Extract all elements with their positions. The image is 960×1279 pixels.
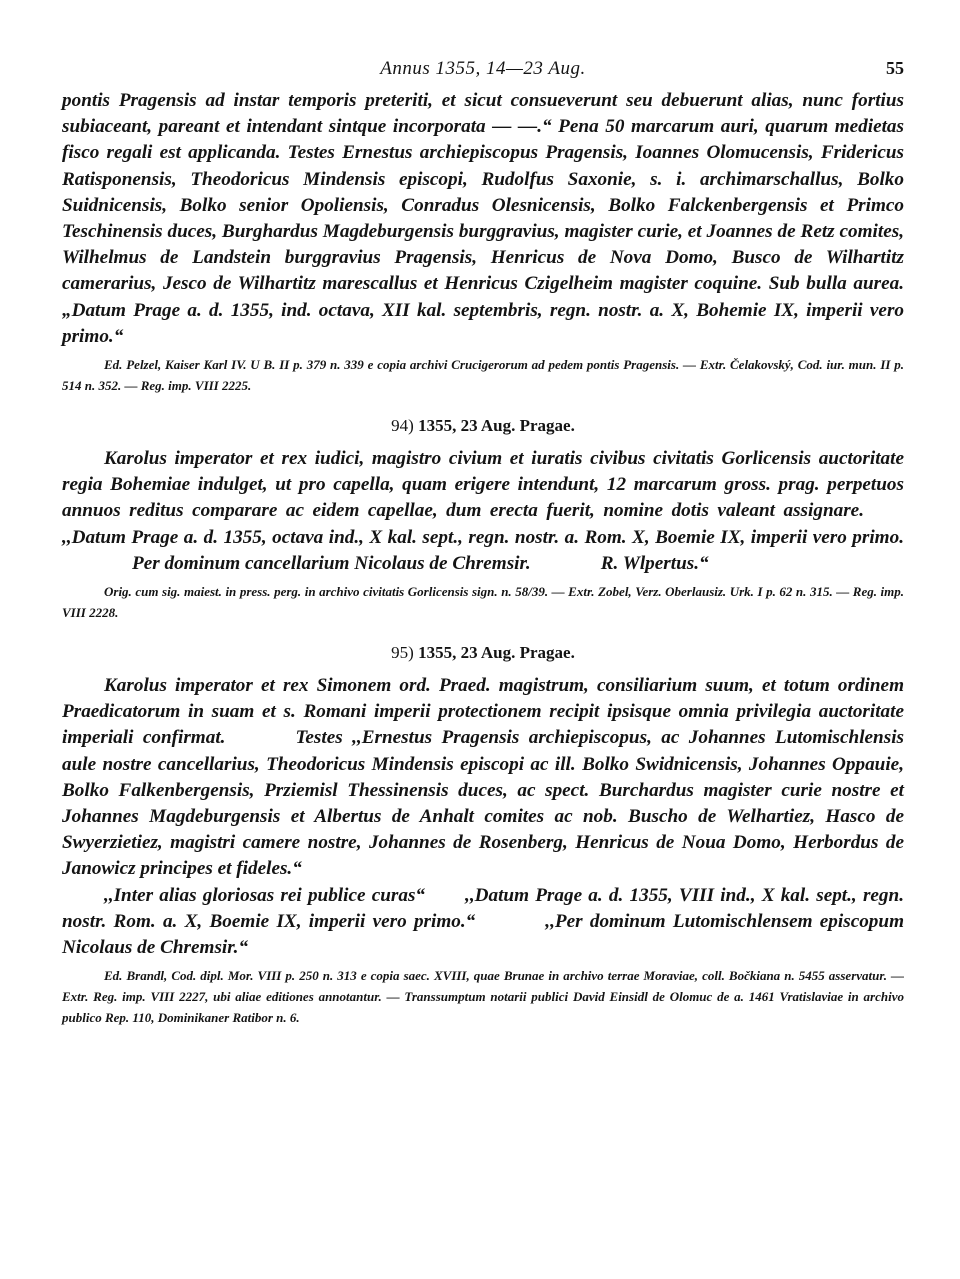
doc94-number: 94) [391, 416, 414, 436]
document-page [62, 58, 904, 1028]
doc95-heading [62, 643, 904, 663]
doc95-per-dominum: ,,Per dominum Lutomischlensem episcopum Nicolaus de Chremsir.“ [62, 910, 905, 959]
doc94-heading [62, 416, 904, 436]
doc95-number: 95) [391, 643, 414, 663]
doc95-text [62, 673, 904, 883]
doc95-date-place: 1355, 23 Aug. Pragae. [418, 643, 575, 663]
doc95-note: Ed. Brandl, Cod. dipl. Mor. VIII p. 250 n. 313 e copia saec. XVIII, quae Brunae in archivo terrae Moraviae, coll. Bočkiana n. 5455 asservatur. — Extr. Reg. imp. VIII 2227, ubi aliae editiones annotantur. — Transsumptum notarii publici David Einsidl de Olomuc de a. 1461 Vratislaviae in archivo publico Rep. 110, Dominikaner Ratibor n. 6. [62, 968, 904, 1026]
doc94-date-place: 1355, 23 Aug. Pragae. [418, 416, 575, 436]
doc95-regest: Karolus imperator et rex Simonem ord. Praed. magistrum, consiliarium suum, et totum ordinem Praedicatorum in suam et s. Romani imperii protectionem recipit ipsisque omnia privilegia auctoritate imperiali confirmat. [62, 675, 904, 749]
page-header [62, 58, 904, 88]
doc95-text-2 [62, 883, 904, 962]
doc94-note: Orig. cum sig. maiest. in press. perg. in archivo civitatis Gorlicensis sign. n. 58/39. — Extr. Zobel, Verz. Oberlausiz. Urk. I p. 62 n. 315. — Reg. imp. VIII 2228. [62, 584, 904, 621]
doc94-regest: Karolus imperator et rex iudici, magistro civium et iuratis civibus civitatis Gorlicensis auctoritate regia Bohemiae indulget, ut pro capella, quam erigere intendunt, 12 marcarum gross. prag. perpetuos annuos reditus comparare ac eidem capellae, dum erecta fuerit, nomine dotis valeant assignare. [62, 448, 904, 522]
running-head: Annus 1355, 14—23 Aug. [380, 58, 586, 79]
doc95-arenga: ,,Inter alias gloriosas rei publice curas“ [104, 884, 426, 906]
doc94-datum: ,,Datum Prage a. d. 1355, octava ind., X kal. sept., regn. nostr. a. Rom. X, Boemie IX, imperii vero primo. [62, 526, 904, 548]
doc95-datum: ,,Datum Prage a. d. 1355, VIII ind., X kal. sept., regn. nostr. Rom. a. X, Boemie IX, imperii vero primo.“ [62, 884, 904, 932]
doc94-text [62, 446, 904, 577]
doc94-registrator: R. Wlpertus.“ [600, 552, 709, 574]
doc93-text: pontis Pragensis ad instar temporis preteriti, et sicut consueverunt seu debuerunt alias, nunc fortius subiaceant, pareant et intendant sintque incorporata — —.“ Pena 50 marcarum auri, quarum medietas fisco regali est applicanda. Testes Ernestus archiepiscopus Pragensis, Ioannes Olomucensis, Fridericus Ratisponensis, Theodoricus Mindensis episcopi, Rudolfus Saxonie, s. i. archimarschallus, Bolko Suidnicensis, Bolko senior Opoliensis, Conradus Olesnicensis, Bolko Falckenbergensis et Primco Teschinensis duces, Burghardus Magdeburgensis burggravius, magister curie, et Joannes de Retz comites, Wilhelmus de Landstein burggravius Pragensis, Henricus de Nova Domo, Busco de Wilhartitz camerarius, Jesco de Wilhartitz marescallus et Henricus Czigelheim magister coquine. Sub bulla aurea. „Datum Prage a. d. 1355, ind. octava, XII kal. septembris, regn. nostr. a. X, Bohemie IX, imperii vero primo.“ [62, 90, 904, 347]
doc94-per-dominum: Per dominum cancellarium Nicolaus de Chremsir. [132, 552, 531, 574]
page-number: 55 [886, 58, 904, 78]
doc93-note: Ed. Pelzel, Kaiser Karl IV. U B. II p. 379 n. 339 e copia archivi Crucigerorum ad pedem pontis Pragensis. — Extr. Čelakovský, Cod. iur. mun. II p. 514 n. 352. — Reg. imp. VIII 2225. [62, 357, 904, 394]
doc95-testes: Testes ,,Ernestus Pragensis archiepiscopus, ac Johannes Lutomischlensis aule nostre cancellarius, Theodoricus Mindensis episcopi ac ill. Bolko Swidnicensis, Johannes Oppauie, Bolko Falkenbergensis, Prziemisl Thessinensis duces, ac spect. Burchardus magister curie nostre et Johannes Magdeburgensis et Albertus de Anhalt comites ac nob. Buscho de Welhartiez, Hasco de Swyerzietiez, magistri camere nostre, Johannes de Rosenberg, Henricus de Noua Domo, Herbordus de Janowicz principes et fideles.“ [62, 727, 904, 880]
